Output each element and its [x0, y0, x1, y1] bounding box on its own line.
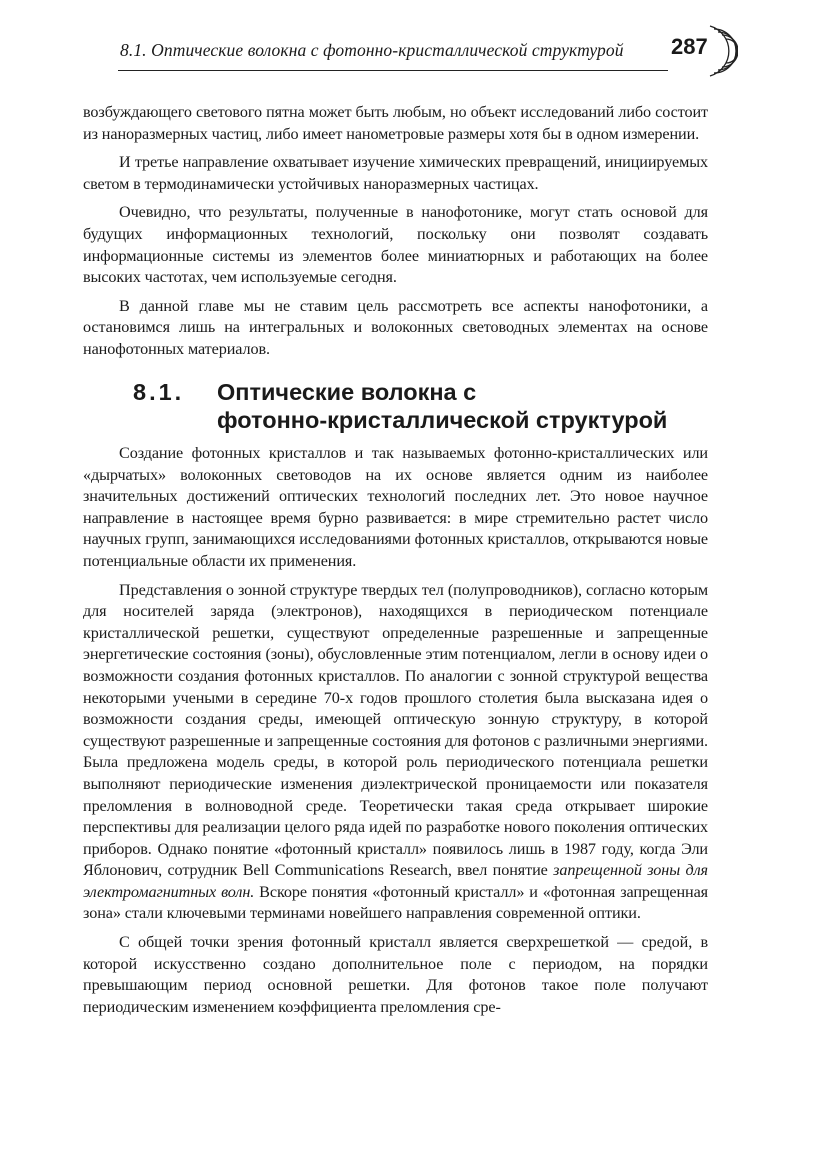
intro-text: [83, 102, 708, 361]
header-rule: [118, 70, 668, 71]
intro-paragraph-3: Очевидно, что результаты, полученные в нанофотонике, могут стать основой для будущих информационных технологий, поскольку они позволят создавать информационные системы из элементов более миниатюрных и работающих на более высоких частотах, чем используемые сегодня.: [83, 203, 708, 287]
intro-paragraph-2: И третье направление охватывает изучение химических превращений, инициируемых светом в термодинамически устойчивых наноразмерных частицах.: [83, 153, 708, 193]
running-title: 8.1. Оптические волокна с фотонно-кристаллической структурой: [120, 40, 624, 60]
section-number: 8.1.: [133, 379, 185, 405]
section-title-line-1: Оптические волокна с: [217, 379, 477, 405]
intro-paragraph-1: возбуждающего светового пятна может быть любым, но объект исследований либо состоит из наноразмерных частиц, либо имеет нанометровые размеры хотя бы в одном измерении.: [83, 103, 708, 143]
page-arc-ornament-icon: [690, 22, 738, 80]
section-text: [83, 443, 708, 1018]
paragraph-2-emphasis: запрещенной зоны для электромагнитных волн.: [83, 861, 708, 901]
section-paragraph-1: Создание фотонных кристаллов и так называемых фотонно-кристаллических или «дырчатых» волоконных световодов на их основе является одним из наиболее значительных достижений оптических технологий последних лет. Это новое научное направление в настоящее время бурно развивается: в мире стремительно растет число научных групп, занимающихся исследованиями фотонных кристаллов, открываются новые потенциальные области их применения.: [83, 444, 708, 570]
paragraph-2-start: Представления о зонной структуре твердых тел (полупроводников), согласно которым для носителей заряда (электронов), находящихся в периодическом потенциале кристаллической решетки, существуют определенные разрешенные и запрещенные энергетические состояния (зоны), обусловленные этим потенциалом, легли в основу идеи о возможности создания фотонных кристаллов. По аналогии с зонной структурой вещества некоторыми учеными в середине 70-х годов прошлого столетия была высказана идея о возможности создания среды, имеющей оптическую зонную структуру, в которой существуют разрешенные и запрещенные состояния для фотонов с различными энергиями. Была предложена модель среды, в которой роль периодического потенциала решетки выполняют периодические изменения диэлектрической проницаемости или показателя преломления в волноводной среде. Теоретически такая среда открывает широкие перспективы для реализации целого ряда идей по разработке нового поколения оптических приборов. Однако понятие «фотонный кристалл» появилось лишь в 1987 году, когда Эли Яблонович, сотрудник Bell Communications Research, ввел понятие: [83, 580, 708, 880]
page-number: 287: [671, 34, 708, 59]
section-paragraph-3: С общей точки зрения фотонный кристалл является сверхрешеткой — средой, в которой искусственно создано дополнительное поле с периодом, на порядки превышающим период основной решетки. Для фотонов такое поле получают периодическим изменением коэффициента преломления сре-: [83, 933, 708, 1016]
section-title-line-2: фотонно-кристаллической структурой: [217, 407, 668, 433]
intro-paragraph-4: В данной главе мы не ставим цель рассмотреть все аспекты нанофотоники, а остановимся лишь на интегральных и волоконных световодных элементах на основе нанофотонных материалов.: [83, 296, 708, 358]
section-paragraph-2: [83, 580, 708, 926]
paragraph-2-end: Вскоре понятия «фотонный кристалл» и «фотонная запрещенная зона» стали ключевыми терминами новейшего направления современной оптики.: [83, 882, 709, 923]
